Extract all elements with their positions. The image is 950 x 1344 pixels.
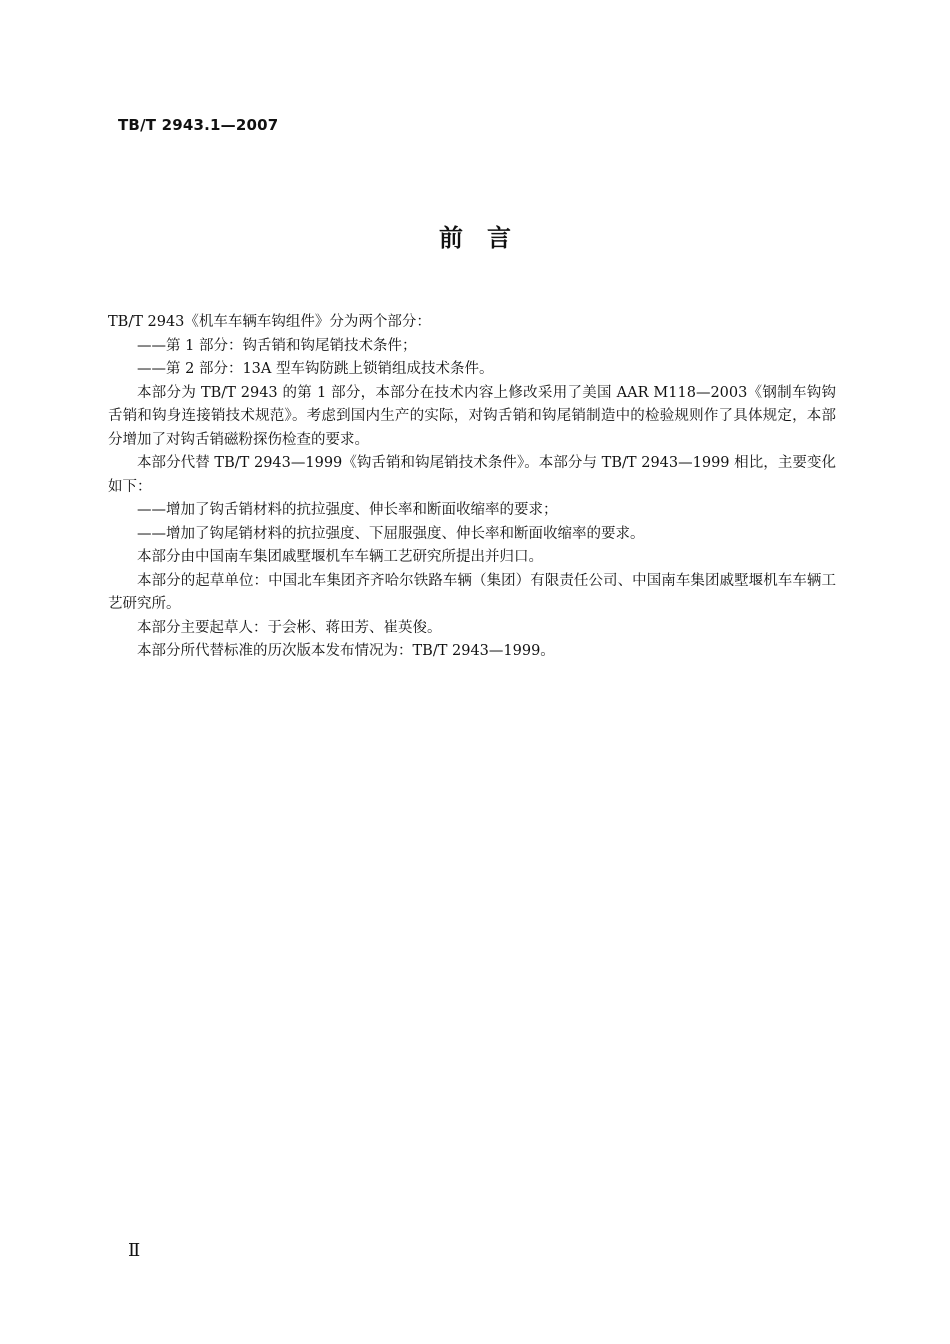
paragraph-history: 本部分所代替标准的历次版本发布情况为：TB/T 2943—1999。	[137, 643, 555, 659]
page-title: 前 言	[439, 224, 511, 252]
paragraph-adoption: 本部分为 TB/T 2943 的第 1 部分，本部分在技术内容上修改采用了美国 AAR M118—2003《钢制车钩钩舌销和钩身连接销技术规范》。考虑到国内生产的实际，对钩舌销和钩尾销制造中的检验规则作了具体规定，本部分增加了对钩舌销磁粉探伤检查的要求。	[108, 384, 836, 448]
paragraph-change-2: ——增加了钩尾销材料的抗拉强度、下屈服强度、伸长率和断面收缩率的要求。	[137, 525, 645, 542]
foreword-body	[108, 311, 836, 664]
paragraph-part-1: ——第 1 部分：钩舌销和钩尾销技术条件；	[137, 337, 417, 354]
paragraph-drafting-units: 本部分的起草单位：中国北车集团齐齐哈尔铁路车辆（集团）有限责任公司、中国南车集团戚墅堰机车车辆工艺研究所。	[108, 572, 836, 612]
paragraph-drafters: 本部分主要起草人：于会彬、蒋田芳、崔英俊。	[137, 619, 442, 636]
paragraph-change-1: ——增加了钩舌销材料的抗拉强度、伸长率和断面收缩率的要求；	[137, 502, 558, 518]
paragraph-intro: TB/T 2943《机车车辆车钩组件》分为两个部分：	[108, 314, 431, 330]
paragraph-part-2: ——第 2 部分：13A 型车钩防跳上锁销组成技术条件。	[137, 361, 494, 377]
document-id-header: TB/T 2943.1—2007	[118, 116, 279, 134]
page-number: Ⅱ	[128, 1240, 141, 1261]
paragraph-replacement: 本部分代替 TB/T 2943—1999《钩舌销和钩尾销技术条件》。本部分与 TB/T 2943—1999 相比，主要变化如下：	[108, 455, 836, 495]
paragraph-proposer: 本部分由中国南车集团戚墅堰机车车辆工艺研究所提出并归口。	[137, 549, 543, 565]
